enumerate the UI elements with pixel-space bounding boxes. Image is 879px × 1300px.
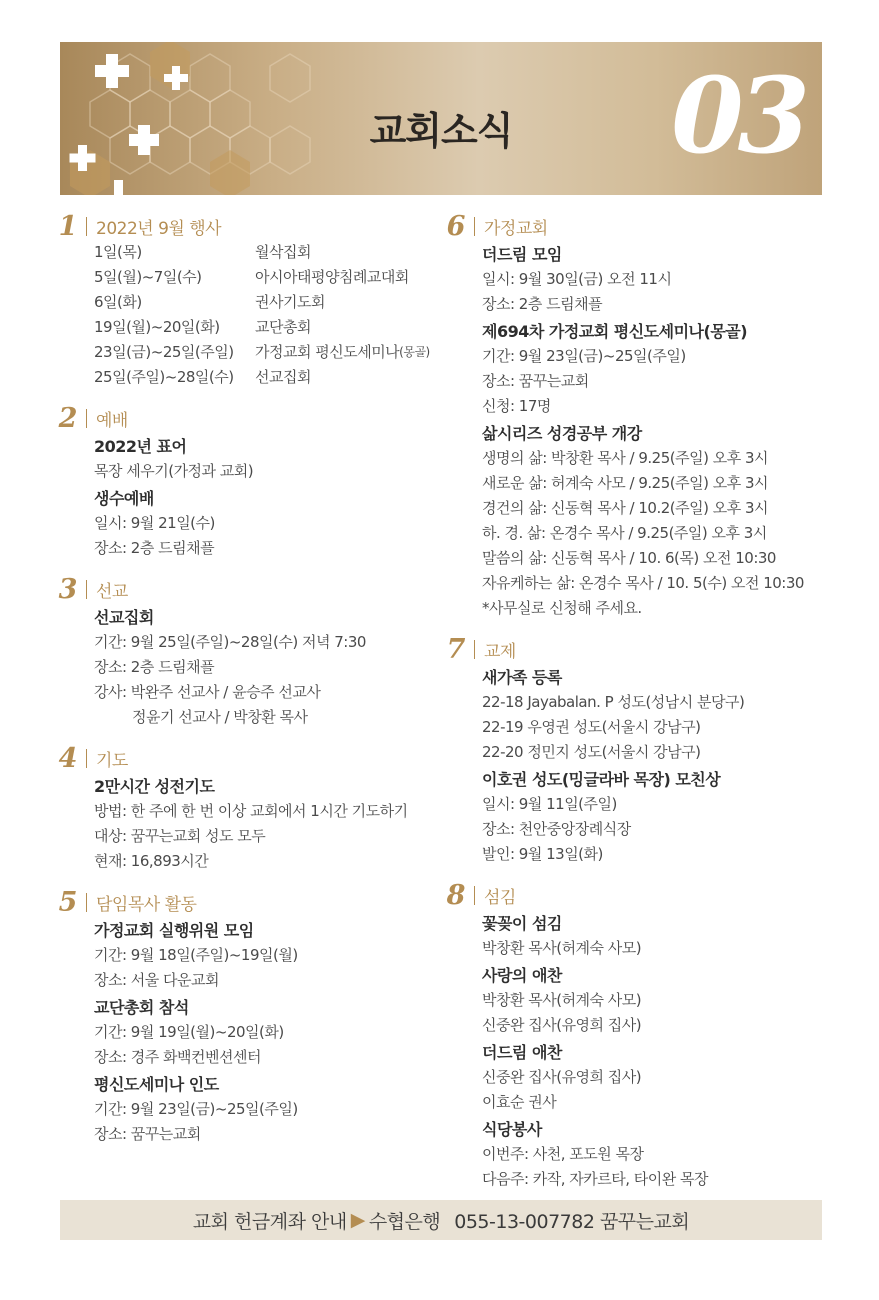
section-number: 7 — [446, 633, 466, 665]
section-title: 선교 — [96, 581, 128, 602]
section-header — [56, 404, 436, 432]
event-name: 선교집회 — [255, 368, 311, 386]
item-line: 경건의 삶: 신동혁 목사 / 10.2(주일) 오후 3시 — [482, 499, 768, 517]
item-heading: 삶시리즈 성경공부 개강 — [482, 424, 642, 443]
divider — [474, 886, 475, 905]
item-line: 장소: 꿈꾸는교회 — [94, 1125, 201, 1143]
item-line: 다음주: 카작, 자카르타, 타이완 목장 — [482, 1170, 709, 1188]
item-heading: 교단총회 참석 — [94, 998, 189, 1017]
section-title: 예배 — [96, 410, 128, 431]
item-line: 목장 세우기(가정과 교회) — [94, 462, 254, 480]
section-header — [444, 635, 844, 663]
section-number: 3 — [58, 573, 78, 605]
item-line: 생명의 삶: 박창환 목사 / 9.25(주일) 오후 3시 — [482, 449, 768, 467]
item-line: 기간: 9월 25일(주일)~28일(수) 저녁 7:30 — [94, 633, 366, 651]
item-line: 대상: 꿈꾸는교회 성도 모두 — [94, 827, 266, 845]
event-date: 6일(화) — [94, 293, 142, 311]
item-heading: 제694차 가정교회 평신도세미나(몽골) — [482, 322, 748, 341]
divider — [474, 217, 475, 236]
item-heading: 평신도세미나 인도 — [94, 1075, 219, 1094]
item-line: 현재: 16,893시간 — [94, 852, 209, 870]
event-note: (몽골) — [399, 345, 430, 359]
item-heading: 더드림 애찬 — [482, 1043, 562, 1062]
item-line: 일시: 9월 11일(주일) — [482, 795, 617, 813]
item-line: 장소: 서울 다운교회 — [94, 971, 220, 989]
item-line: 하. 경. 삶: 온경수 목사 / 9.25(주일) 오후 3시 — [482, 524, 767, 542]
section-number: 1 — [58, 210, 78, 242]
event-date: 25일(주일)~28일(수) — [94, 368, 234, 386]
item-line: 정윤기 선교사 / 박창환 목사 — [132, 708, 308, 726]
item-note: *사무실로 신청해 주세요. — [482, 599, 642, 617]
item-heading: 사랑의 애찬 — [482, 966, 562, 985]
divider — [474, 640, 475, 659]
section-title: 기도 — [96, 750, 128, 771]
event-date: 1일(목) — [94, 243, 142, 261]
item-heading: 새가족 등록 — [482, 668, 562, 687]
section-service — [444, 881, 844, 1192]
item-line: 기간: 9월 23일(금)~25일(주일) — [482, 347, 686, 365]
account-number: 055-13-007782 꿈꾸는교회 — [454, 1210, 690, 1233]
section-events — [56, 212, 436, 390]
section-title: 2022년 9월 행사 — [96, 218, 222, 239]
item-line: 일시: 9월 30일(금) 오전 11시 — [482, 270, 672, 288]
section-worship — [56, 404, 436, 561]
item-line: 말씀의 삶: 신동혁 목사 / 10. 6(목) 오전 10:30 — [482, 549, 776, 567]
section-title: 가정교회 — [484, 218, 548, 239]
divider — [86, 409, 87, 428]
section-number: 4 — [58, 742, 78, 774]
item-line: 장소: 2층 드림채플 — [94, 539, 215, 557]
item-line: 신중완 집사(유영희 집사) — [482, 1016, 642, 1034]
event-date: 19일(월)~20일(화) — [94, 318, 220, 336]
item-line: 일시: 9월 21일(수) — [94, 514, 215, 532]
item-line: 이번주: 사천, 포도원 목장 — [482, 1145, 644, 1163]
section-number: 8 — [446, 879, 466, 911]
event-name: 권사기도회 — [255, 293, 325, 311]
item-heading: 선교집회 — [94, 608, 154, 627]
item-heading: 더드림 모임 — [482, 245, 562, 264]
item-line: 장소: 2층 드림채플 — [482, 295, 603, 313]
section-house-church — [444, 212, 844, 621]
item-line: 22-18 Jayabalan. P 성도(성남시 분당구) — [482, 693, 745, 711]
arrow-right-icon: ▶ — [350, 1209, 365, 1231]
event-date: 5일(월)~7일(수) — [94, 268, 202, 286]
section-prayer — [56, 744, 436, 874]
right-column — [444, 212, 844, 1206]
item-heading: 2022년 표어 — [94, 437, 187, 456]
item-heading: 꽃꽂이 섬김 — [482, 914, 562, 933]
event-row — [94, 340, 436, 365]
section-header — [56, 888, 436, 916]
item-line: 박창환 목사(허계숙 사모) — [482, 939, 642, 957]
event-name: 아시아태평양침례교대회 — [255, 268, 409, 286]
item-line: 22-20 정민지 성도(서울시 강남구) — [482, 743, 701, 761]
item-line: 강사: 박완주 선교사 / 윤승주 선교사 — [94, 683, 321, 701]
event-date: 23일(금)~25일(주일) — [94, 343, 234, 361]
item-line: 새로운 삶: 허계숙 사모 / 9.25(주일) 오후 3시 — [482, 474, 768, 492]
section-pastor-activities — [56, 888, 436, 1147]
section-title: 담임목사 활동 — [96, 894, 197, 915]
item-line: 장소: 천안중앙장례식장 — [482, 820, 631, 838]
item-heading: 가정교회 실행위원 모임 — [94, 921, 254, 940]
event-name: 가정교회 평신도세미나 — [255, 343, 400, 361]
section-header — [444, 212, 844, 240]
section-number: 2 — [58, 402, 78, 434]
page-number: 03 — [671, 54, 804, 177]
item-line: 방법: 한 주에 한 번 이상 교회에서 1시간 기도하기 — [94, 802, 408, 820]
item-line: 22-19 우영권 성도(서울시 강남구) — [482, 718, 701, 736]
item-line: 기간: 9월 19일(월)~20일(화) — [94, 1023, 284, 1041]
event-row — [94, 240, 436, 265]
divider — [86, 893, 87, 912]
bank-name: 수협은행 — [368, 1210, 441, 1233]
item-line: 장소: 경주 화백컨벤션센터 — [94, 1048, 261, 1066]
event-row — [94, 290, 436, 315]
item-heading: 이호권 성도(밍글라바 목장) 모친상 — [482, 770, 721, 789]
divider — [86, 749, 87, 768]
item-heading: 식당봉사 — [482, 1120, 542, 1139]
event-row — [94, 315, 436, 340]
item-line: 박창환 목사(허계숙 사모) — [482, 991, 642, 1009]
divider — [86, 217, 87, 236]
event-name: 월삭집회 — [255, 243, 311, 261]
section-header — [56, 744, 436, 772]
event-row — [94, 365, 436, 390]
item-heading: 생수예배 — [94, 489, 154, 508]
item-line: 장소: 꿈꾸는교회 — [482, 372, 589, 390]
header-banner — [60, 42, 822, 195]
item-line: 신청: 17명 — [482, 397, 551, 415]
section-header — [56, 575, 436, 603]
item-line: 자유케하는 삶: 온경수 목사 / 10. 5(수) 오전 10:30 — [482, 574, 804, 592]
section-number: 5 — [58, 886, 78, 918]
item-line: 이효순 권사 — [482, 1093, 557, 1111]
item-line: 기간: 9월 23일(금)~25일(주일) — [94, 1100, 298, 1118]
left-column — [56, 212, 436, 1161]
page-title: 교회소식 — [369, 109, 513, 153]
item-line: 신중완 집사(유영희 집사) — [482, 1068, 642, 1086]
item-line: 기간: 9월 18일(주일)~19일(월) — [94, 946, 298, 964]
event-row — [94, 265, 436, 290]
section-title: 섬김 — [484, 887, 516, 908]
section-title: 교제 — [484, 641, 516, 662]
item-line: 발인: 9월 13일(화) — [482, 845, 603, 863]
divider — [86, 580, 87, 599]
section-header — [444, 881, 844, 909]
item-line: 장소: 2층 드림채플 — [94, 658, 215, 676]
offering-account-footer — [60, 1200, 822, 1240]
item-heading: 2만시간 성전기도 — [94, 777, 215, 796]
event-name: 교단총회 — [255, 318, 311, 336]
section-number: 6 — [446, 210, 466, 242]
section-header — [56, 212, 436, 240]
footer-label: 교회 헌금계좌 안내 — [192, 1210, 347, 1233]
section-fellowship — [444, 635, 844, 867]
section-mission — [56, 575, 436, 730]
